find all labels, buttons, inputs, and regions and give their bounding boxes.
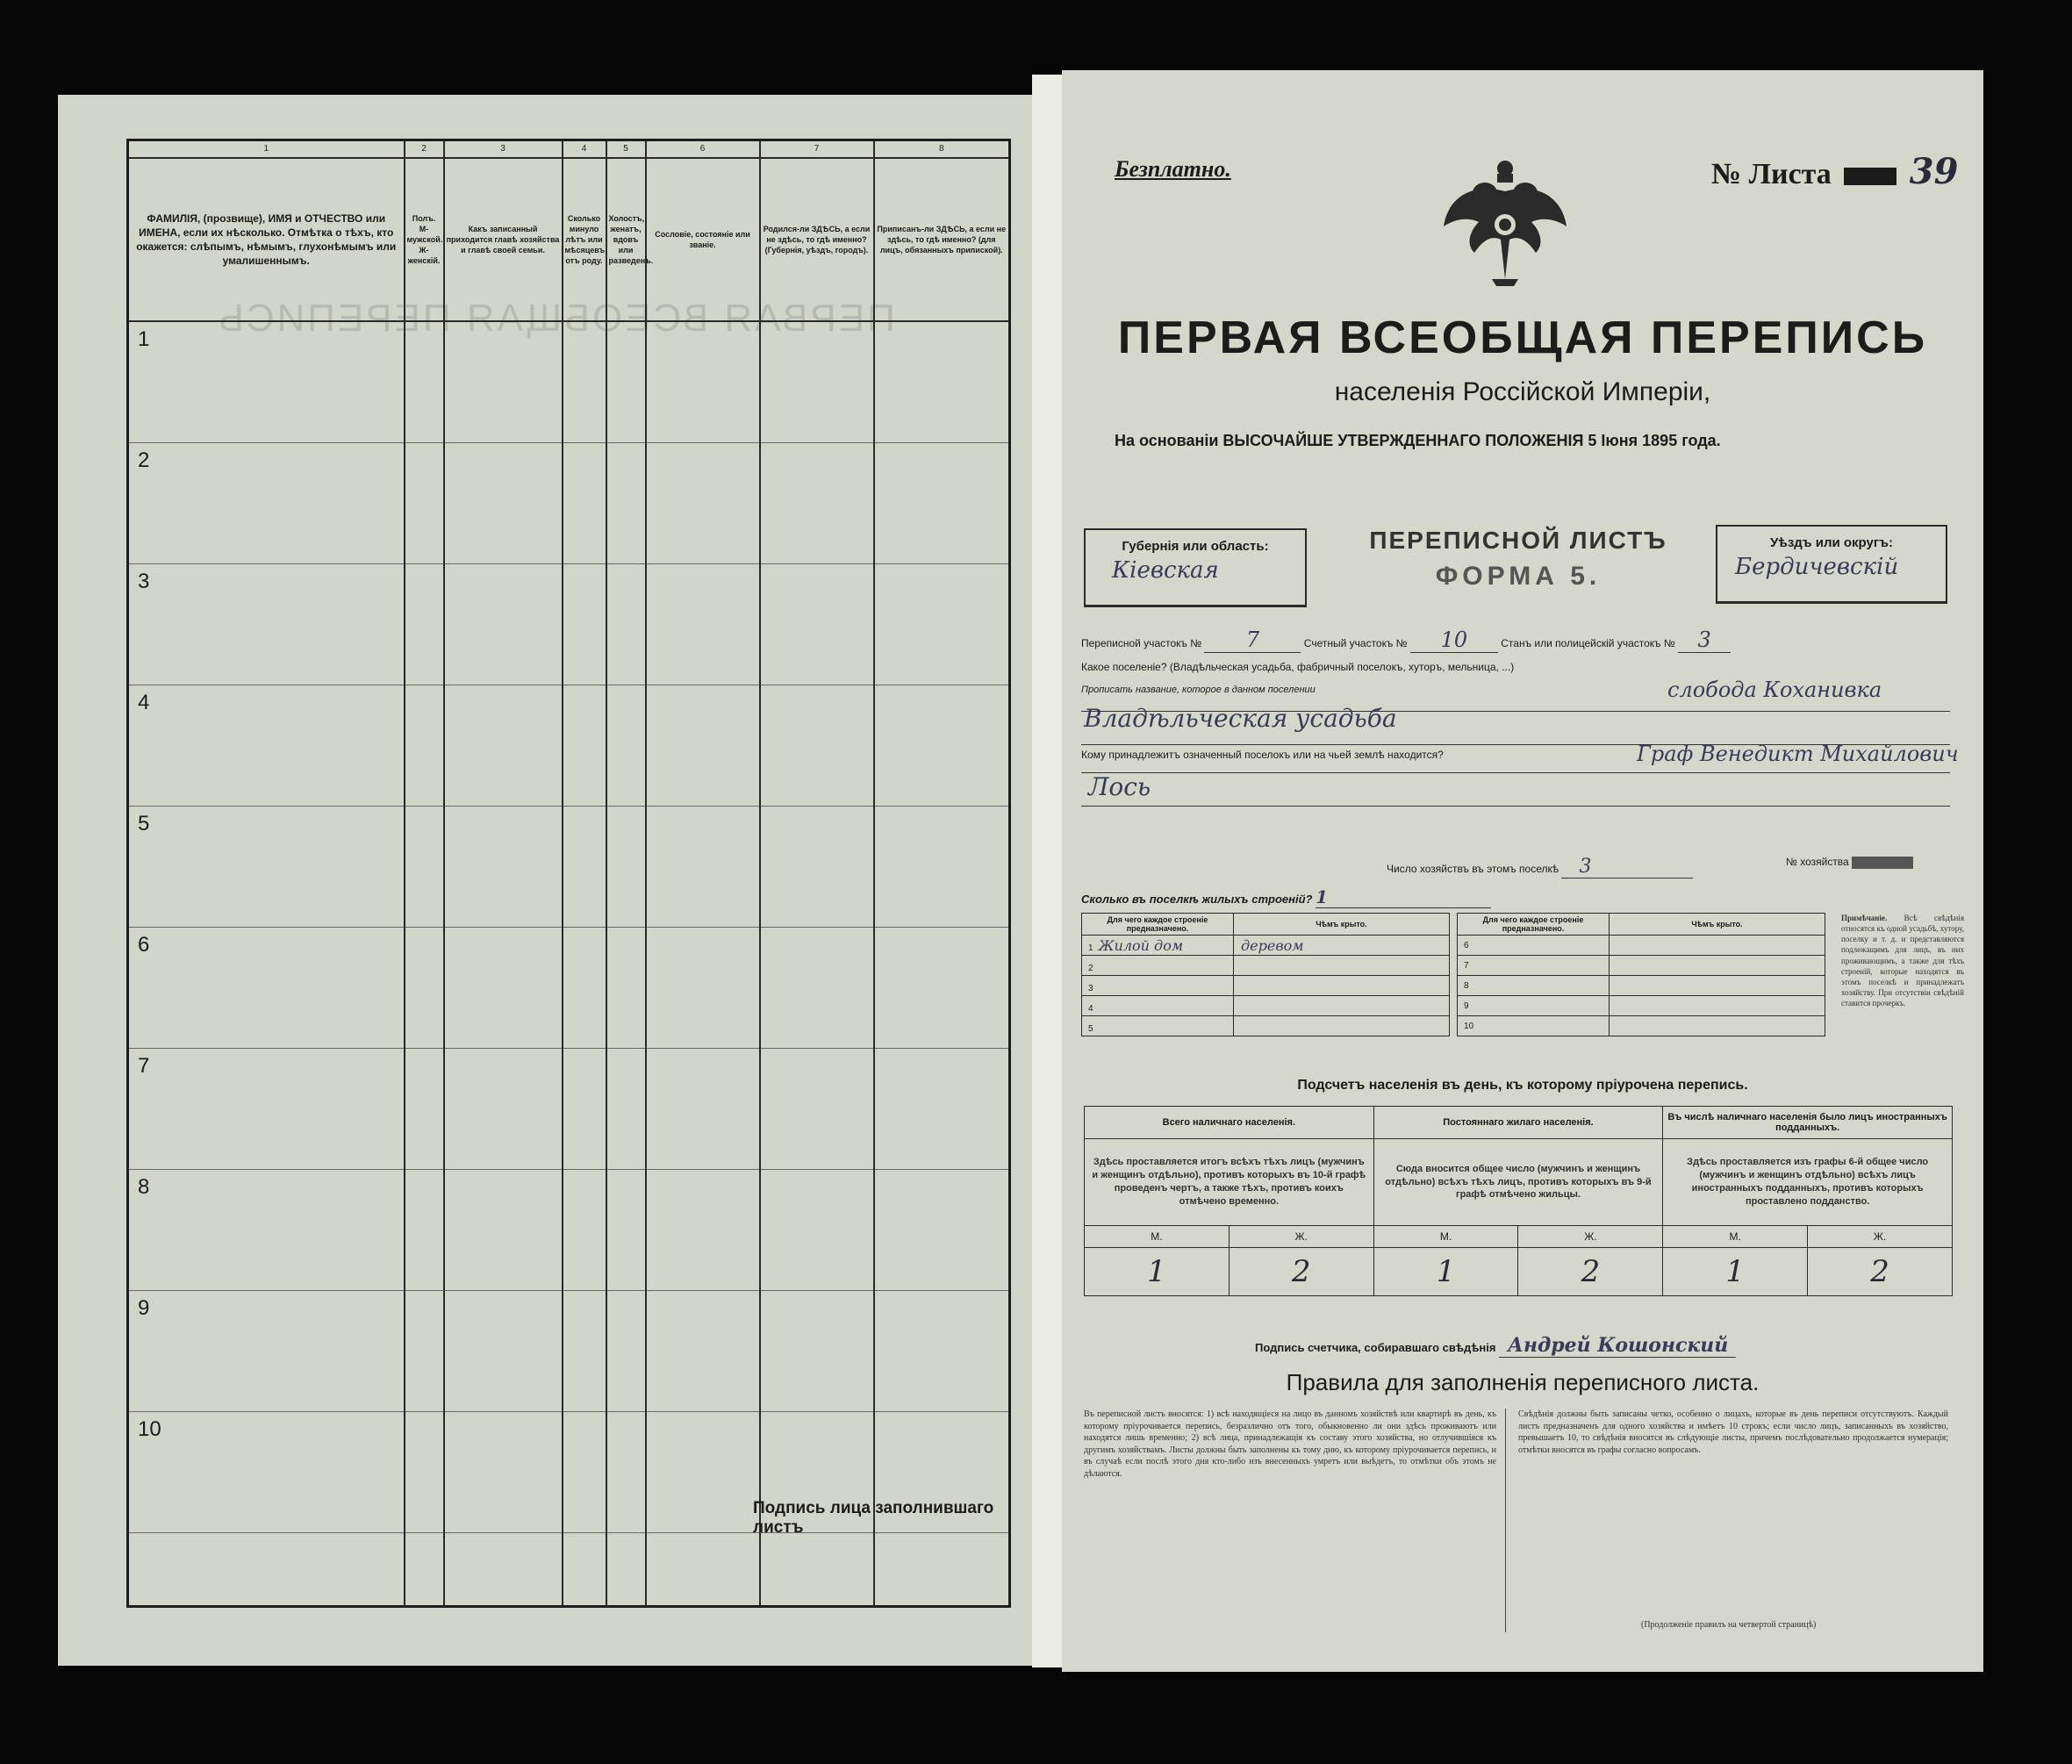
- table-cell: [405, 564, 444, 685]
- building-roof: деревом: [1234, 936, 1450, 956]
- buildings-value: 1: [1316, 886, 1491, 908]
- table-cell: [444, 1170, 563, 1291]
- settlement-label: Какое поселеніе? (Владѣльческая усадьба, фабричный поселокъ, хуторъ, мельница, ...): [1081, 661, 1515, 673]
- table-cell: [646, 928, 760, 1049]
- redaction-block-2: [1852, 857, 1913, 869]
- table-cell: [606, 1412, 646, 1533]
- table-cell: [646, 564, 760, 685]
- police-label: Станъ или полицейскій участокъ №: [1501, 637, 1675, 649]
- table-cell: [646, 685, 760, 807]
- table-cell: [405, 1049, 444, 1170]
- rules-divider: [1505, 1409, 1506, 1632]
- table-cell: [760, 1170, 874, 1291]
- column-number: 7: [760, 140, 874, 159]
- table-cell: [563, 1170, 606, 1291]
- row-number: 1: [128, 321, 405, 443]
- table-cell: [444, 685, 563, 807]
- table-row: [128, 1049, 1010, 1170]
- building-roof: [1234, 1016, 1450, 1036]
- form-number: ФОРМА 5.: [1435, 562, 1602, 591]
- building-purpose-cell: [1082, 996, 1234, 1016]
- note-text: Всѣ свѣдѣнія относятся къ одной усадьбѣ, хутору, поселку и т. д. и представляются подлежащимъ для лицъ, въ них проживающимъ, а также для тѣхъ строеній, которые находятся въ этомъ поселкѣ и принадлежатъ хозяйству. При отсутствіи свѣдѣній ставится прочеркъ.: [1841, 914, 1965, 1008]
- building-row-number: 7: [1464, 961, 1469, 971]
- police-value: 3: [1678, 627, 1731, 653]
- sex-label-row: [1085, 1226, 1953, 1248]
- table-cell: [405, 1412, 444, 1533]
- table-cell: [606, 1049, 646, 1170]
- owner-underline-2: [1081, 806, 1950, 807]
- building-row: [1458, 996, 1825, 1016]
- population-summary-table: [1084, 1106, 1953, 1296]
- buildings-table-right: [1457, 913, 1825, 1036]
- building-row: [1082, 1016, 1450, 1036]
- table-cell: [874, 1291, 1010, 1412]
- table-cell: [606, 1170, 646, 1291]
- buildings-roof-header-2: Чѣмъ крыто.: [1610, 914, 1825, 936]
- gubernia-value: Кіевская: [1112, 557, 1219, 584]
- table-cell: [444, 1533, 563, 1607]
- summary-value: 2: [1229, 1248, 1373, 1296]
- sheet-number-value: 39: [1909, 151, 1959, 192]
- column-header: Сколько минуло лѣтъ или мѣсяцевъ отъ роду.: [563, 158, 606, 321]
- table-cell: [606, 928, 646, 1049]
- table-cell: [760, 685, 874, 807]
- table-cell: [760, 1291, 874, 1412]
- census-entries-table: [126, 139, 1011, 1608]
- summary-title: Подсчетъ населенія въ день, къ которому пріурочена перепись.: [1297, 1078, 1748, 1093]
- building-purpose-cell: [1082, 936, 1234, 956]
- table-cell: [874, 1049, 1010, 1170]
- table-cell: [405, 1291, 444, 1412]
- column-number: 6: [646, 140, 760, 159]
- district-line: [1081, 627, 1950, 653]
- building-row: [1082, 936, 1450, 956]
- summary-value: 2: [1808, 1248, 1953, 1296]
- row-number: 10: [128, 1412, 405, 1533]
- uezd-label: Уѣздъ или округъ:: [1769, 535, 1894, 550]
- buildings-purpose-header-2: Для чего каждое строеніе предназначено.: [1458, 914, 1610, 936]
- building-purpose-cell: [1458, 936, 1610, 956]
- count-district-label: Счетный участокъ №: [1303, 637, 1408, 649]
- row-number: 5: [128, 807, 405, 928]
- uezd-box: [1716, 525, 1947, 604]
- rules-footer: (Продолженіе правилъ на четвертой страницѣ): [1641, 1620, 1817, 1630]
- table-cell: [563, 1291, 606, 1412]
- left-page: [58, 95, 1032, 1666]
- table-cell: [563, 928, 606, 1049]
- table-cell: [760, 321, 874, 443]
- counter-signature-label: Подпись счетчика, собиравшаго свѣдѣнія: [1255, 1341, 1496, 1354]
- sex-label: М.: [1663, 1226, 1808, 1248]
- table-cell: [760, 928, 874, 1049]
- main-title: ПЕРВАЯ ВСЕОБЩАЯ ПЕРЕПИСЬ: [1117, 312, 1928, 363]
- table-cell: [444, 564, 563, 685]
- table-cell: [646, 1412, 760, 1533]
- sex-label: Ж.: [1808, 1226, 1953, 1248]
- column-number: 2: [405, 140, 444, 159]
- summary-value: 1: [1663, 1248, 1808, 1296]
- sheet-number: [1711, 151, 1958, 192]
- building-row-number: 3: [1088, 983, 1093, 993]
- building-row: [1458, 936, 1825, 956]
- row-number: 2: [128, 443, 405, 564]
- filler-signature-label: Подпись лица заполнившаго листъ: [753, 1499, 994, 1537]
- summary-value: 2: [1518, 1248, 1663, 1296]
- table-row: [128, 1291, 1010, 1412]
- table-cell: [606, 1291, 646, 1412]
- table-cell: [646, 1170, 760, 1291]
- gubernia-box: [1084, 528, 1307, 607]
- redaction-block: [1844, 168, 1896, 185]
- table-cell: [606, 685, 646, 807]
- household-no-line: [1786, 856, 1913, 869]
- building-purpose-cell: [1458, 996, 1610, 1016]
- table-cell: [646, 443, 760, 564]
- table-row: [128, 1533, 1010, 1607]
- table-cell: [444, 928, 563, 1049]
- table-cell: [563, 443, 606, 564]
- buildings-label: Сколько въ поселкѣ жилыхъ строеній?: [1081, 893, 1313, 906]
- table-cell: [444, 807, 563, 928]
- table-cell: [405, 321, 444, 443]
- table-cell: [646, 1533, 760, 1607]
- table-cell: [874, 443, 1010, 564]
- table-cell: [405, 443, 444, 564]
- settlement-value-2: Владѣльческая усадьба: [1084, 704, 1397, 733]
- table-cell: [874, 321, 1010, 443]
- summary-value-row: [1085, 1248, 1953, 1296]
- building-purpose-cell: [1458, 976, 1610, 996]
- table-row: [128, 928, 1010, 1049]
- table-cell: [646, 321, 760, 443]
- table-cell: [760, 807, 874, 928]
- buildings-roof-header: Чѣмъ крыто.: [1234, 914, 1450, 936]
- owner-value-1: Граф Венедикт Михайлович: [1637, 742, 1959, 766]
- column-header: Какъ записанный приходится главѣ хозяйства и главѣ своей семьи.: [444, 158, 563, 321]
- table-cell: [563, 685, 606, 807]
- form-title: ПЕРЕПИСНОЙ ЛИСТЪ: [1369, 527, 1667, 554]
- building-row: [1458, 976, 1825, 996]
- table-cell: [874, 928, 1010, 1049]
- building-row-number: 4: [1088, 1003, 1093, 1014]
- building-roof: [1234, 996, 1450, 1016]
- column-header: Полъ. М-мужской. Ж-женскій.: [405, 158, 444, 321]
- double-headed-eagle-emblem: [1439, 147, 1571, 288]
- column-header-row: [128, 158, 1010, 321]
- building-purpose: Жилой дом: [1098, 936, 1184, 954]
- bleed-through-text: ПЕРВАЯ ВСЕОБЩАЯ ПЕРЕПИСЬ: [216, 297, 895, 340]
- subtitle: населенія Россійской Имперіи,: [1334, 377, 1711, 406]
- row-number: 4: [128, 685, 405, 807]
- buildings-purpose-header: Для чего каждое строеніе предназначено.: [1082, 914, 1234, 936]
- counter-signature: [1255, 1334, 1736, 1358]
- column-number: 3: [444, 140, 563, 159]
- rules-column-1: Въ переписной листъ вносятся: 1) всѣ находящіеся на лицо въ данномъ хозяйствѣ или квартирѣ въ день, къ которому пріурочивается перепись, безразлично отъ того, обыкновенно ли они здѣсь проживаютъ или находятся лишь временно; 2) всѣ лица, принадлежащія къ составу этого хозяйства, но отлучившіяся къ другимъ хозяйствамъ. Листы должны быть заполнены къ тому дню, къ которому пріурочивается перепись, и въ случаѣ если послѣ этого дня кто-либо изъ внесенныхъ умретъ или выѣдетъ, то отмѣтки объ этомъ не дѣлаются.: [1084, 1409, 1496, 1479]
- table-row: [128, 807, 1010, 928]
- building-purpose-cell: [1458, 1016, 1610, 1036]
- building-roof: [1610, 1016, 1825, 1036]
- rules-title: Правила для заполненія переписного листа.: [1286, 1369, 1760, 1395]
- table-cell: [874, 807, 1010, 928]
- owner-underline-1: [1081, 772, 1950, 773]
- owner-value-2: Лось: [1088, 772, 1151, 801]
- legal-basis: На основаніи ВЫСОЧАЙШЕ УТВЕРЖДЕННАГО ПОЛОЖЕНІЯ 5 Іюня 1895 года.: [1115, 432, 1721, 449]
- row-number: 6: [128, 928, 405, 1049]
- table-cell: [646, 1049, 760, 1170]
- summary-value: 1: [1373, 1248, 1518, 1296]
- row-number: 3: [128, 564, 405, 685]
- column-header: Родился-ли ЗДѢСЬ, а если не здѣсь, то гдѣ именно? (Губернія, уѣздъ, городъ).: [760, 158, 874, 321]
- households-label: Число хозяйствъ въ этомъ поселкѣ: [1387, 863, 1559, 875]
- column-number: 8: [874, 140, 1010, 159]
- building-roof: [1610, 936, 1825, 956]
- building-row: [1082, 976, 1450, 996]
- table-cell: [128, 1533, 405, 1607]
- summary-value: 1: [1085, 1248, 1230, 1296]
- settlement-value-1: слобода Коханивка: [1667, 678, 1882, 702]
- summary-header-present: Всего наличнаго населенія.: [1085, 1107, 1374, 1139]
- table-row: [128, 564, 1010, 685]
- table-cell: [563, 564, 606, 685]
- column-header: Сословіе, состояніе или званіе.: [646, 158, 760, 321]
- table-cell: [760, 564, 874, 685]
- table-cell: [405, 1533, 444, 1607]
- table-cell: [606, 321, 646, 443]
- sex-label: М.: [1085, 1226, 1230, 1248]
- sex-label: Ж.: [1229, 1226, 1373, 1248]
- building-row: [1458, 1016, 1825, 1036]
- table-row: [128, 321, 1010, 443]
- building-roof: [1234, 956, 1450, 976]
- table-cell: [444, 1049, 563, 1170]
- summary-header-permanent: Постояннаго жилаго населенія.: [1373, 1107, 1663, 1139]
- building-roof: [1610, 996, 1825, 1016]
- building-roof: [1610, 956, 1825, 976]
- count-district-value: 10: [1410, 627, 1498, 653]
- note-block: [1841, 913, 1964, 1008]
- building-row-number: 5: [1088, 1023, 1093, 1034]
- table-row: [128, 1170, 1010, 1291]
- summary-desc-present: Здѣсь проставляется итогъ всѣхъ тѣхъ лицъ (мужчинъ и женщинъ отдѣльно), противъ которыхъ въ 10-й графѣ проведенъ чертъ, а также тѣхъ, противъ коихъ отмѣчено временно.: [1085, 1139, 1374, 1226]
- building-row-number: 8: [1464, 981, 1469, 991]
- building-row-number: 10: [1464, 1022, 1474, 1031]
- building-purpose-cell: [1082, 956, 1234, 976]
- table-cell: [444, 1412, 563, 1533]
- table-cell: [405, 807, 444, 928]
- households-line: [1387, 856, 1693, 878]
- free-label: Безплатно.: [1115, 156, 1231, 182]
- column-header: Приписанъ-ли ЗДѢСЬ, а если не здѣсь, то гдѣ именно? (для лицъ, обязанныхъ припиской).: [874, 158, 1010, 321]
- table-cell: [563, 321, 606, 443]
- table-cell: [874, 1170, 1010, 1291]
- row-number: 8: [128, 1170, 405, 1291]
- building-row-number: 9: [1464, 1001, 1469, 1011]
- table-cell: [646, 807, 760, 928]
- column-number: 1: [128, 140, 405, 159]
- building-roof: [1234, 976, 1450, 996]
- sex-label: Ж.: [1518, 1226, 1663, 1248]
- note-label: Примѣчаніе.: [1841, 914, 1888, 922]
- table-cell: [760, 1049, 874, 1170]
- table-cell: [563, 1049, 606, 1170]
- table-cell: [444, 321, 563, 443]
- building-row: [1082, 956, 1450, 976]
- summary-desc-permanent: Сюда вносится общее число (мужчинъ и женщинъ отдѣльно) всѣхъ тѣхъ лицъ, противъ которыхъ въ 9-й графѣ отмѣчено жильцы.: [1373, 1139, 1663, 1226]
- table-row: [128, 685, 1010, 807]
- settlement-note: Прописать название, которое в данном поселении: [1081, 685, 1316, 695]
- building-purpose-cell: [1458, 956, 1610, 976]
- district-value: 7: [1204, 627, 1301, 653]
- gubernia-label: Губернія или область:: [1122, 539, 1269, 554]
- table-cell: [444, 1291, 563, 1412]
- building-purpose-cell: [1082, 976, 1234, 996]
- table-cell: [646, 1291, 760, 1412]
- district-label: Переписной участокъ №: [1081, 637, 1202, 649]
- table-cell: [606, 564, 646, 685]
- column-header: Холостъ, женатъ, вдовъ или разведенъ.: [606, 158, 646, 321]
- table-cell: [563, 807, 606, 928]
- row-number: 9: [128, 1291, 405, 1412]
- table-cell: [606, 1533, 646, 1607]
- table-cell: [606, 443, 646, 564]
- building-row: [1082, 996, 1450, 1016]
- owner-label: Кому принадлежитъ означенный поселокъ или на чьей землѣ находится?: [1081, 749, 1444, 761]
- counter-signature-value: Андрей Кошонский: [1499, 1334, 1736, 1358]
- column-header: ФАМИЛІЯ, (прозвище), ИМЯ и ОТЧЕСТВО или ИМЕНА, если их нѣсколько. Отмѣтка о тѣхъ, кто окажется: слѣпымъ, нѣмымъ, глухонѣмымъ или умалишеннымъ.: [128, 158, 405, 321]
- table-cell: [444, 443, 563, 564]
- right-page: [1062, 70, 1983, 1672]
- table-cell: [563, 1412, 606, 1533]
- table-cell: [874, 564, 1010, 685]
- table-row: [128, 443, 1010, 564]
- column-number-row: [128, 140, 1010, 159]
- household-no-label: № хозяйства: [1786, 856, 1849, 868]
- rules-column-2: Свѣдѣнія должны быть записаны четко, особенно о лицахъ, которые въ день переписи отсутствуютъ. Каждый листъ предназначенъ для одного хозяйства и имѣетъ 10 строкъ; если число лицъ, записанныхъ въ хозяйство, превышаетъ 10, то свѣдѣнія вносятся въ слѣдующіе листы, причемъ послѣдовательно продолжается нумерація; отмѣтки вносятся въ графы согласно вопросамъ.: [1518, 1409, 1948, 1455]
- buildings-table-left: [1081, 913, 1450, 1036]
- table-cell: [563, 1533, 606, 1607]
- column-number: 4: [563, 140, 606, 159]
- buildings-line: [1081, 886, 1491, 908]
- summary-header-foreign: Въ числѣ наличнаго населенія было лицъ иностранныхъ подданныхъ.: [1663, 1107, 1953, 1139]
- building-row-number: 2: [1088, 963, 1093, 973]
- table-cell: [405, 685, 444, 807]
- building-row-number: 6: [1464, 941, 1469, 950]
- table-cell: [405, 928, 444, 1049]
- row-number: 7: [128, 1049, 405, 1170]
- table-cell: [760, 443, 874, 564]
- building-purpose-cell: [1082, 1016, 1234, 1036]
- table-cell: [874, 1533, 1010, 1607]
- sheet-number-label: № Листа: [1711, 158, 1832, 190]
- households-value: 3: [1561, 856, 1693, 878]
- uezd-value: Бердичевскій: [1735, 554, 1899, 580]
- table-cell: [405, 1170, 444, 1291]
- column-number: 5: [606, 140, 646, 159]
- sex-label: М.: [1373, 1226, 1518, 1248]
- building-row: [1458, 956, 1825, 976]
- table-cell: [606, 807, 646, 928]
- table-cell: [760, 1533, 874, 1607]
- summary-desc-foreign: Здѣсь проставляется изъ графы 6-й общее число (мужчинъ и женщинъ отдѣльно) всѣхъ лицъ иностранныхъ подданныхъ, противъ которыхъ проставлено подданство.: [1663, 1139, 1953, 1226]
- building-roof: [1610, 976, 1825, 996]
- table-cell: [874, 685, 1010, 807]
- building-row-number: 1: [1088, 943, 1093, 953]
